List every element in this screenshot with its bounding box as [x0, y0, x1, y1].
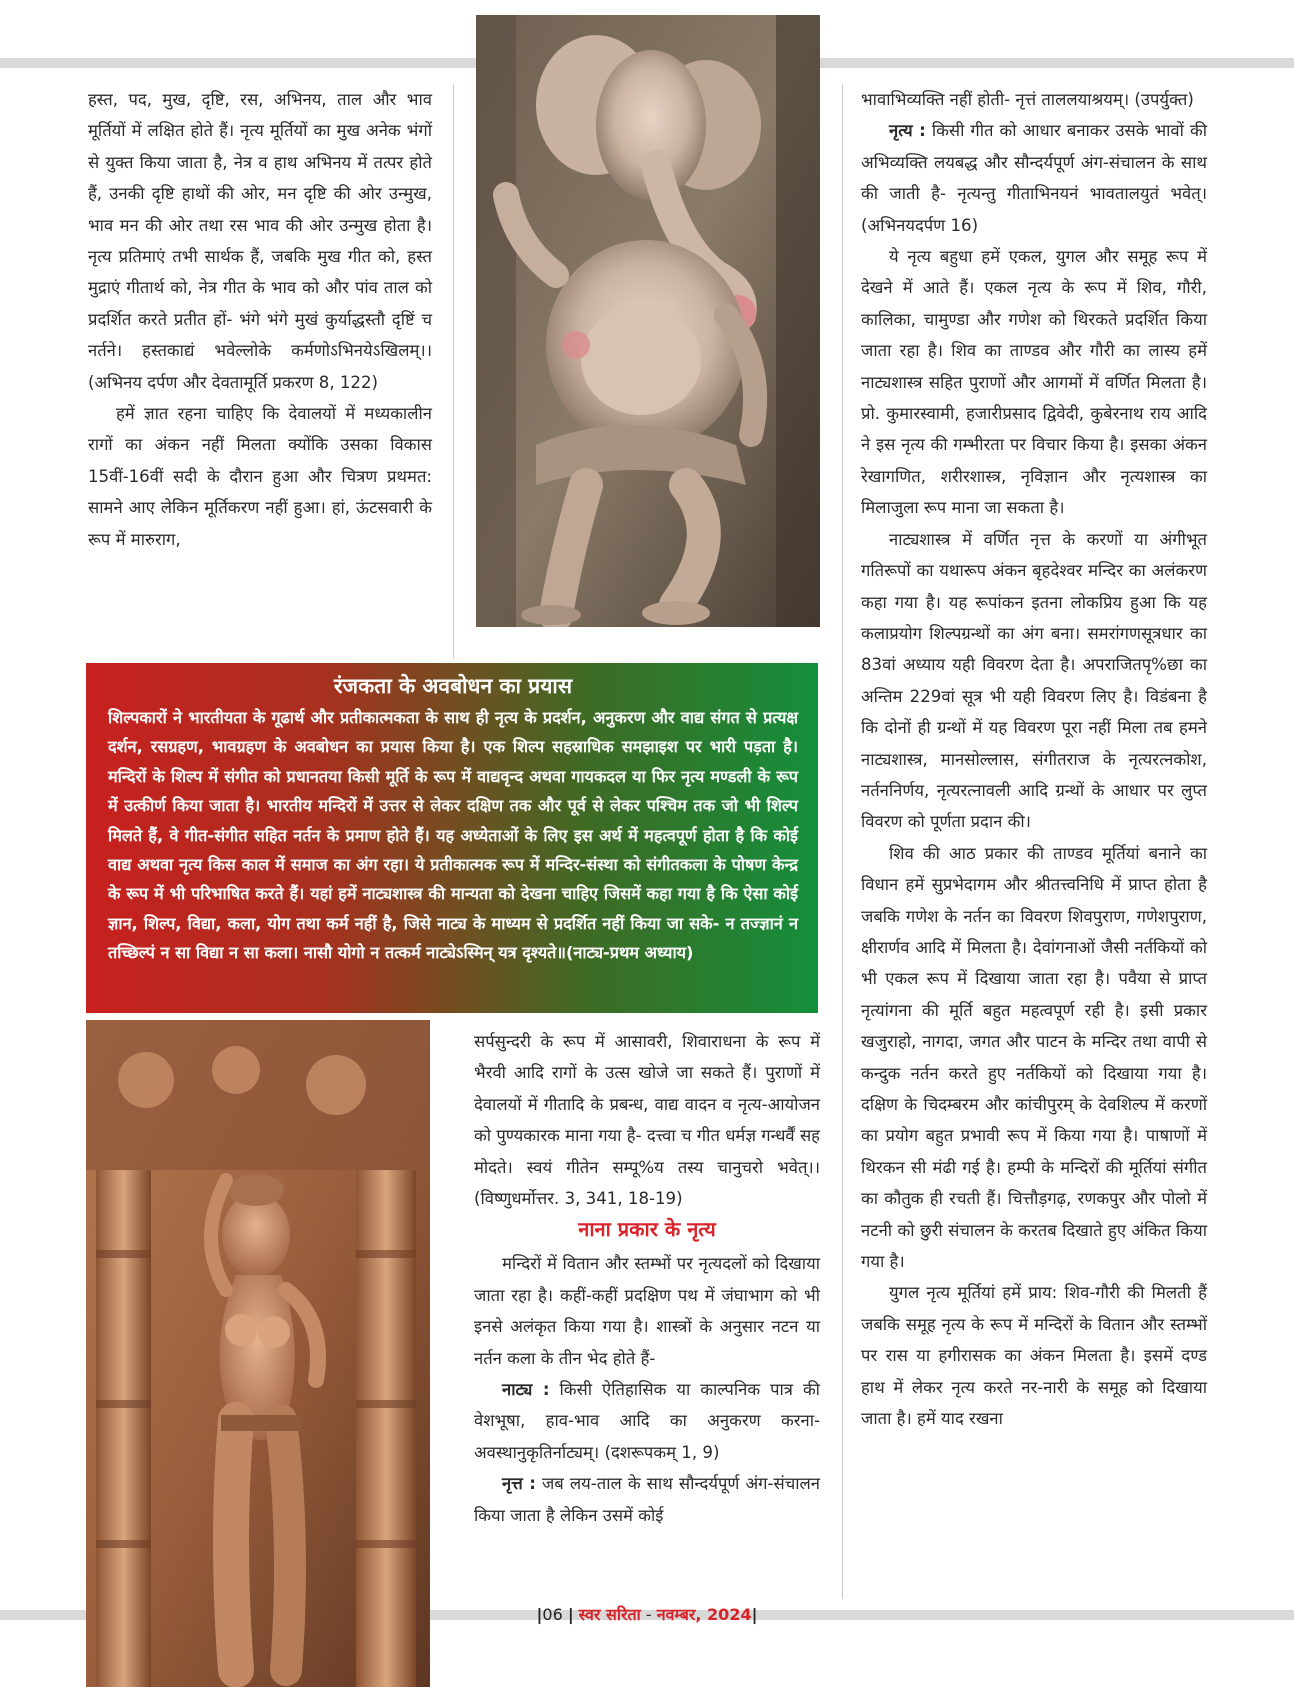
footer-bar-mid: | [567, 1605, 574, 1624]
column-divider-right [842, 84, 843, 1599]
dancing-ganesha-sculpture-photo [476, 15, 820, 627]
nritya-text: किसी गीत को आधार बनाकर उसके भावों की अभिव्यक्ति लयबद्ध और सौन्दर्यपूर्ण अंग-संचालन के साथ की जाती है- नृत्यन्तु गीताभिनयनं भावतालयुतं भवेत्। (अभिनयदर्पण 16) [861, 121, 1207, 235]
magazine-name: स्वर सरिता [578, 1605, 641, 1624]
highlight-box [86, 663, 818, 1013]
left-paragraph-1: हस्त, पद, मुख, दृष्टि, रस, अभिनय, ताल और भाव मूर्तियों में लक्षित होते हैं। नृत्य मूर्तियों का मुख अनेक भंगों से युक्त किया जाता है, नेत्र व हाथ अभिनय में तत्पर होते हैं, उनकी दृष्टि हाथों की ओर, मन दृष्टि की ओर उन्मुख, भाव मन की ओर तथा रस भाव की ओर उन्मुख होता है। नृत्य प्रतिमाएं तभी सार्थक हैं, जबकि मुख गीत को, हस्त मुद्राएं गीतार्थ को, नेत्र गीत के भाव को और पांव ताल को प्रदर्शित करते प्रतीत हों- भंगे भंगे मुखं कुर्याद्धस्तौ दृष्टिं च नर्तने। हस्तकाद्यं भवेल्लोके कर्मणोऽभिनयेऽखिलम्।। (अभिनय दर्पण और देवतामूर्ति प्रकरण 8, 122) [88, 90, 432, 392]
middle-text-column [474, 1026, 820, 1531]
footer-bar-left: | [536, 1605, 543, 1624]
natya-text: किसी ऐतिहासिक या काल्पनिक पात्र की वेशभूषा, हाव-भाव आदि का अनुकरण करना- अवस्थानुकृतिर्नाट्यम्। (दशरूपकम् 1, 9) [474, 1380, 820, 1462]
footer-bar-right: | [751, 1605, 758, 1624]
page-number: 06 [542, 1605, 563, 1624]
right-paragraph-6: युगल नृत्य मूर्तियां हमें प्राय: शिव-गौरी की मिलती हैं जबकि समूह नृत्य के रूप में मन्दिरों के वितान और स्तम्भों पर रास या हगीरासक का अंकन मिलता है। इसमें दण्ड हाथ में लेकर नृत्य करते नर-नारी के समूह को दिखाया जाता है। हमें याद रखना [861, 1283, 1207, 1429]
apsara-dancer-sculpture-photo [86, 1020, 430, 1687]
right-text-column [861, 84, 1207, 1434]
right-paragraph-1: भावाभिव्यक्ति नहीं होती- नृत्तं ताललयाश्रयम्। (उपर्युक्त) [861, 90, 1194, 109]
middle-intro-paragraph: सर्पसुन्दरी के रूप में आसावरी, शिवाराधना के रूप में भैरवी आदि रागों के उत्स खोजे जा सकते हैं। पुराणों में देवालयों में गीतादि के प्रबन्ध, वाद्य वादन व नृत्य-आयोजन को पुण्यकारक माना गया है- दत्त्वा च गीत धर्मज्ञ गन्धर्वैं सह मोदते। स्वयं गीतेन सम्पू%य तस्य चानुचरो भवेत्।। (विष्णुधर्मोत्तर. 3, 341, 18-19) [474, 1032, 820, 1209]
section-heading-dance-types: नाना प्रकार के नृत्य [578, 1217, 716, 1242]
footer-separator: - [640, 1605, 657, 1624]
natya-definition [474, 1374, 820, 1468]
column-divider-left [453, 84, 454, 659]
right-paragraph-5: शिव की आठ प्रकार की ताण्डव मूर्तियां बनाने का विधान हमें सुप्रभेदागम और श्रीतत्त्वनिधि में प्राप्त होता है जबकि गणेश के नर्तन का विवरण शिवपुराण, गणेशपुराण, क्षीरार्णव आदि में मिलता है। देवांगनाओं जैसी नर्तकियों को भी एकल रूप में दिखाया जाता रहा है। पवैया से प्राप्त नृत्यांगना की मूर्ति बहुत महत्वपूर्ण रही है। इसी प्रकार खजुराहो, नागदा, जगत और पाटन के मन्दिर तथा वापी से कन्दुक नर्तन करते हुए नर्तकियों को दिखाया गया है। दक्षिण के चिदम्बरम और कांचीपुरम् के देवशिल्प में करणों का प्रयोग बहुत प्रभावी रूप में किया गया है। पाषाणों में थिरकन सी मंढी गई है। हम्पी के मन्दिरों की मूर्तियां संगीत का कौतुक ही रचती हैं। चित्तौड़गढ़, रणकपुर और पोलो में नटनी को छुरी संचालन के करतब दिखाते हुए अंकित किया गया है। [861, 843, 1207, 1272]
highlight-box-text: शिल्पकारों ने भारतीयता के गूढार्थ और प्रतीकात्मकता के साथ ही नृत्य के प्रदर्शन, अनुकरण और वाद्य संगत से प्रत्यक्ष दर्शन, रसग्रहण, भावग्रहण के अवबोधन का प्रयास किया है। एक शिल्प सहस्राधिक समझाइश पर भारी पड़ता है। मन्दिरों के शिल्प में संगीत को प्रधानतया किसी मूर्ति के रूप में वाद्यवृन्द अथवा गायकदल या फिर नृत्य मण्डली के रूप में उत्कीर्ण किया जाता है। भारतीय मन्दिरों में उत्तर से लेकर दक्षिण तक और पूर्व से लेकर पश्चिम तक जो भी शिल्प मिलते हैं, वे गीत-संगीत सहित नर्तन के प्रमाण होते हैं। यह अध्येताओं के लिए इस अर्थ में महत्वपूर्ण होता है कि कोई वाद्य अथवा नृत्य किस काल में समाज का अंग रहा। ये प्रतीकात्मक रूप में मन्दिर-संस्था को संगीतकला के पोषण केन्द्र के रूप में भी परिभाषित करते हैं। यहां हमें नाट्यशास्त्र की मान्यता को देखना चाहिए जिसमें कहा गया है कि ऐसा कोई ज्ञान, शिल्प, विद्या, कला, योग तथा कर्म नहीं है, जिसे नाट्य के माध्यम से प्रदर्शित नहीं किया जा सके- न तज्ज्ञानं न तच्छिल्पं न सा विद्या न सा कला। नासौ योगो न तत्कर्म नाट्येऽस्मिन् यत्र दृश्यते॥(नाट्य-प्रथम अध्याय) [108, 708, 798, 963]
page-footer [0, 1603, 1294, 1627]
middle-paragraph-1: मन्दिरों में वितान और स्तम्भों पर नृत्यदलों को दिखाया जाता रहा है। कहीं-कहीं प्रदक्षिण पथ में जंघाभाग को भी इनसे अलंकृत किया गया है। शास्त्रों के अनुसार नटन या नर्तन कला के तीन भेद होते हैं- [474, 1254, 820, 1368]
nritya-definition [861, 115, 1207, 241]
natya-term: नाट्य : [502, 1380, 550, 1400]
highlight-box-title: रंजकता के अवबोधन का प्रयास [333, 674, 573, 698]
left-paragraph-2: हमें ज्ञात रहना चाहिए कि देवालयों में मध्यकालीन रागों का अंकन नहीं मिलता क्योंकि उसका विकास 15वीं-16वीं सदी के दौरान हुआ और चित्रण प्रथमत: सामने आए लेकिन मूर्तिकरण नहीं हुआ। हां, ऊंटसवारी के रूप में मारुराग, [88, 404, 432, 549]
nritta-term: नृत्त : [502, 1474, 536, 1494]
nritta-definition [474, 1468, 820, 1531]
right-paragraph-4: नाट्यशास्त्र में वर्णित नृत्त के करणों या अंगीभूत गतिरूपों का यथारूप अंकन बृहदेश्वर मन्दिर का अलंकरण कहा गया है। यह रूपांकन इतना लोकप्रिय हुआ कि यह कलाप्रयोग शिल्पग्रन्थों का अंग बना। समरांगणसूत्रधार का 83वां अध्याय यही विवरण देता है। अपराजितपृ%छा का अन्तिम 229वां सूत्र भी यही विवरण लिए है। विडंबना है कि दोनों ही ग्रन्थों में यह विवरण पूरा नहीं मिला तब हमने नाट्यशास्त्र, मानसोल्लास, संगीतराज के नृत्यरत्नकोश, नर्तननिर्णय, नृत्यरत्नावली आदि ग्रन्थों के आधार पर लुप्त विवरण को पूर्णता प्रदान की। [861, 529, 1207, 832]
issue-date: नवम्बर, 2024 [656, 1605, 752, 1624]
right-paragraph-3: ये नृत्य बहुधा हमें एकल, युगल और समूह रूप में देखने में आते हैं। एकल नृत्य के रूप में शिव, गौरी, कालिका, चामुण्डा और गणेश को थिरकते प्रदर्शित किया जाता रहा है। शिव का ताण्डव और गौरी का लास्य हमें नाट्यशास्त्र सहित पुराणों और आगमों में वर्णित मिलता है। प्रो. कुमारस्वामी, हजारीप्रसाद द्विवेदी, कुबेरनाथ राय आदि ने इस नृत्य की गम्भीरता पर विचार किया है। इसका अंकन रेखागणित, शरीरशास्त्र, नृविज्ञान और नृत्यशास्त्र का मिलाजुला रूप माना जा सकता है। [861, 247, 1207, 518]
left-text-column [88, 84, 432, 555]
nritta-text: जब लय-ताल के साथ सौन्दर्यपूर्ण अंग-संचालन किया जाता है लेकिन उसमें कोई [474, 1474, 820, 1525]
nritya-term: नृत्य : [889, 121, 926, 141]
